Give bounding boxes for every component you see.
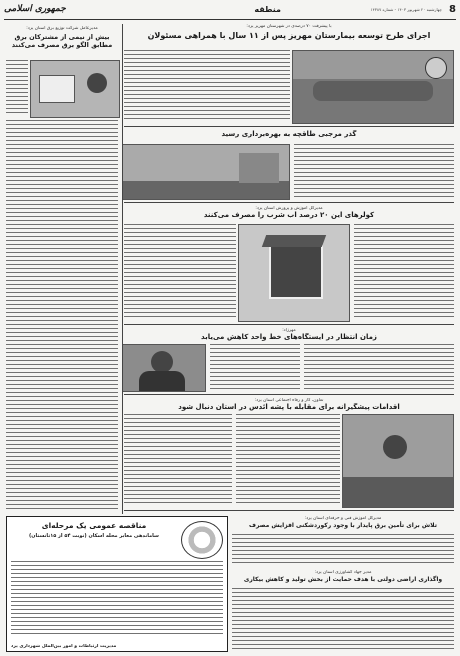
article-kicker: مدیرکل آموزش و پرورش استان یزد:: [255, 206, 323, 211]
article-body: [354, 224, 454, 320]
article-body: [210, 344, 300, 390]
article-body: [6, 120, 118, 510]
ad-subtitle: ساماندهی معابر محله اسکان (نوبت ۵۴ از ۱۵تانستان): [29, 533, 159, 539]
article-headline: تلاش برای تأمین برق پایدار با وجود رکوردشکنی افزایش مصرف: [249, 522, 437, 529]
article-passage: [124, 130, 454, 139]
article-body: [6, 60, 28, 116]
municipality-logo-icon: [181, 521, 223, 559]
divider: [124, 324, 454, 325]
section-title: منطقه: [254, 5, 281, 14]
ad-footer: مدیریت ارتباطات و امور بین‌الملل شهرداری یزد: [11, 644, 117, 649]
column-divider: [122, 24, 123, 514]
meeting-photo: [292, 50, 454, 124]
article-coolers: [124, 206, 454, 220]
article-body: [124, 224, 236, 320]
divider: [124, 202, 454, 203]
water-cooler-photo: [238, 224, 350, 322]
article-mosquito: [124, 398, 454, 412]
divider: [124, 126, 454, 127]
article-hospital: [124, 24, 454, 40]
article-kicker: مدیر جهاد کشاورزی استان یزد:: [314, 570, 372, 575]
date-line: چهارشنبه ۲۰ شهریور ۱۴۰۳ - شماره ۱۴۳۸۷: [370, 7, 442, 12]
article-headline: بیش از نیمی از مشترکان برق مطابق الگو برق مصرف می‌کنند: [11, 33, 113, 49]
article-electricity: [6, 26, 118, 49]
article-body: [124, 50, 290, 122]
article-body: [232, 534, 454, 566]
article-headline: اقدامات پیشگیرانه برای مقابله با پشه آئدس در استان دنبال شود: [178, 403, 400, 411]
meeting-photo: [342, 414, 454, 508]
article-kicker: مهرزاد:: [282, 328, 296, 333]
ad-title: مناقصه عمومی یک مرحله‌ای: [41, 521, 147, 530]
article-kicker: با پیشرفت ۷۰ درصدی در شهرستان مهریز یزد:: [246, 24, 332, 29]
ad-body: [11, 561, 223, 637]
article-kicker: مدیرکل آموزش فنی و حرفه‌ای استان یزد:: [304, 516, 382, 521]
divider: [124, 394, 454, 395]
article-body: [236, 414, 340, 506]
divider: [124, 510, 454, 511]
masthead-logo: جمهوری اسلامی: [4, 4, 66, 14]
article-headline: زمان انتظار در ایستگاه‌های خط واحد کاهش می‌یابد: [201, 333, 377, 341]
article-headline: واگذاری اراضی دولتی با هدف حمایت از بخش تولید و کاهش بیکاری: [243, 576, 443, 583]
article-body: [124, 414, 232, 506]
article-headline: کولرهای این ۲۰ درصد آب شرب را مصرف می‌کنند: [203, 211, 375, 219]
article-land: [232, 570, 454, 584]
article-kicker: تعاون، کار و رفاه اجتماعی استان یزد:: [254, 398, 324, 403]
tender-advertisement: [6, 516, 228, 652]
article-headline: گذر مرجبی طاقچه به بهره‌برداری رسید: [221, 130, 357, 138]
official-portrait-photo: [122, 344, 206, 392]
article-kicker: مدیرعامل شرکت توزیع برق استان یزد:: [26, 26, 98, 31]
press-photo: [30, 60, 120, 118]
article-body: [304, 344, 454, 390]
article-power: [232, 516, 454, 530]
article-body: [294, 144, 454, 198]
article-transit: [124, 328, 454, 342]
emblem-icon: [425, 57, 447, 79]
page-header: [4, 4, 456, 20]
article-body: [232, 588, 454, 650]
street-photo: [122, 144, 290, 200]
article-headline: اجرای طرح توسعه بیمارستان مهریز پس از ۱۱ سال با همراهی مسئولان: [147, 31, 431, 40]
page-number: 8: [449, 4, 456, 15]
